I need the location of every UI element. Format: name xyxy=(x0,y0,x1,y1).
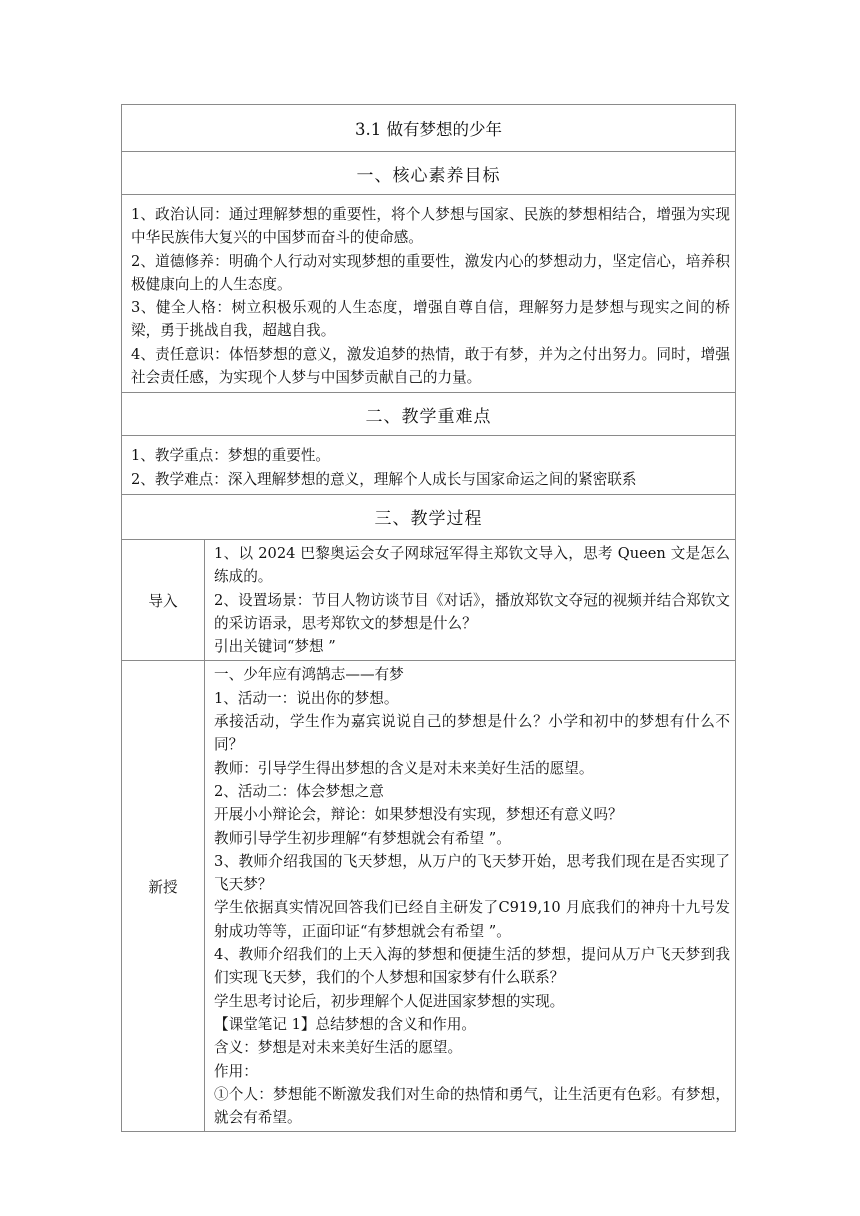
intro-label: 导入 xyxy=(122,539,205,660)
goal-item: 2、道德修养：明确个人行动对实现梦想的重要性，激发内心的梦想动力，坚定信心，培养积极健康向上的人生态度。 xyxy=(131,252,730,293)
lesson-title: 3.1 做有梦想的少年 xyxy=(122,105,736,152)
lesson-line: 4、教师介绍我们的上天入海的梦想和便捷生活的梦想，提问从万户飞天梦到我们实现飞天梦，我们的个人梦想和国家梦有什么联系？ xyxy=(214,946,730,987)
lesson-line: ①个人：梦想能不断激发我们对生命的热情和勇气，让生活更有色彩。有梦想，就会有希望。 xyxy=(214,1085,730,1127)
lesson-plan-table xyxy=(121,104,736,1132)
lesson-line: 开展小小辩论会，辩论：如果梦想没有实现，梦想还有意义吗？ xyxy=(214,806,623,824)
key-point-item: 2、教学难点：深入理解梦想的意义，理解个人成长与国家命运之间的紧密联系 xyxy=(131,470,637,488)
lesson-line: 含义：梦想是对未来美好生活的愿望。 xyxy=(214,1039,463,1057)
lesson-line: 作用： xyxy=(214,1062,258,1080)
title-row xyxy=(122,105,736,152)
intro-line: 引出关键词“梦想 ” xyxy=(214,638,336,656)
section-heading-core-literacy: 一、核心素养目标 xyxy=(122,152,736,195)
lesson-line: 承接活动，学生作为嘉宾说说自己的梦想是什么？小学和初中的梦想有什么不同？ xyxy=(214,713,730,754)
new-lesson-content xyxy=(205,661,736,1132)
lesson-line: 3、教师介绍我国的飞天梦想，从万户的飞天梦开始，思考我们现在是否实现了飞天梦？ xyxy=(214,852,730,894)
goal-item: 4、责任意识：体悟梦想的意义，激发追梦的热情，敢于有梦，并为之付出努力。同时，增强社会责任感，为实现个人梦与中国梦贡献自己的力量。 xyxy=(131,345,730,387)
lesson-line: 学生思考讨论后，初步理解个人促进国家梦想的实现。 xyxy=(214,992,565,1010)
lesson-line: 1、活动一：说出你的梦想。 xyxy=(214,689,399,707)
section3-heading-row xyxy=(122,494,736,539)
lesson-line: 教师：引导学生得出梦想的含义是对未来美好生活的愿望。 xyxy=(214,759,594,777)
section1-heading-row xyxy=(122,152,736,195)
section1-content-row xyxy=(122,195,736,393)
lesson-line: 【课堂笔记 1】总结梦想的含义和作用。 xyxy=(214,1015,477,1033)
intro-line: 2、设置场景：节目人物访谈节目《对话》，播放郑钦文夺冠的视频并结合郑钦文的采访语录，思考郑钦文的梦想是什么？ xyxy=(214,591,730,632)
lesson-line: 学生依据真实情况回答我们已经自主研发了C919,10 月底我们的神舟十九号发射成功等等，正面印证“有梦想就会有希望 ”。 xyxy=(214,899,730,940)
section-heading-teaching-process: 三、教学过程 xyxy=(122,494,736,539)
new-lesson-row xyxy=(122,661,736,1132)
section2-heading-row xyxy=(122,393,736,436)
lesson-line: 教师引导学生初步理解“有梦想就会有希望 ”。 xyxy=(214,829,511,847)
new-lesson-label: 新授 xyxy=(122,661,205,1132)
lesson-line: 2、活动二：体会梦想之意 xyxy=(214,782,384,800)
goal-item: 1、政治认同：通过理解梦想的重要性，将个人梦想与国家、民族的梦想相结合，增强为实现中华民族伟大复兴的中国梦而奋斗的使命感。 xyxy=(131,206,730,247)
intro-row xyxy=(122,539,736,660)
lesson-line: 一、少年应有鸿鹄志——有梦 xyxy=(214,666,404,684)
core-literacy-goals xyxy=(122,195,736,393)
section-heading-key-points: 二、教学重难点 xyxy=(122,393,736,436)
key-point-item: 1、教学重点：梦想的重要性。 xyxy=(131,447,331,465)
intro-content xyxy=(205,539,736,660)
goal-item: 3、健全人格：树立积极乐观的人生态度，增强自尊自信，理解努力是梦想与现实之间的桥梁，勇于挑战自我，超越自我。 xyxy=(131,299,730,340)
intro-line: 1、以 2024 巴黎奥运会女子网球冠军得主郑钦文导入，思考 Queen 文是怎么练成的。 xyxy=(214,544,730,586)
key-points-content xyxy=(122,436,736,495)
section2-content-row xyxy=(122,436,736,495)
